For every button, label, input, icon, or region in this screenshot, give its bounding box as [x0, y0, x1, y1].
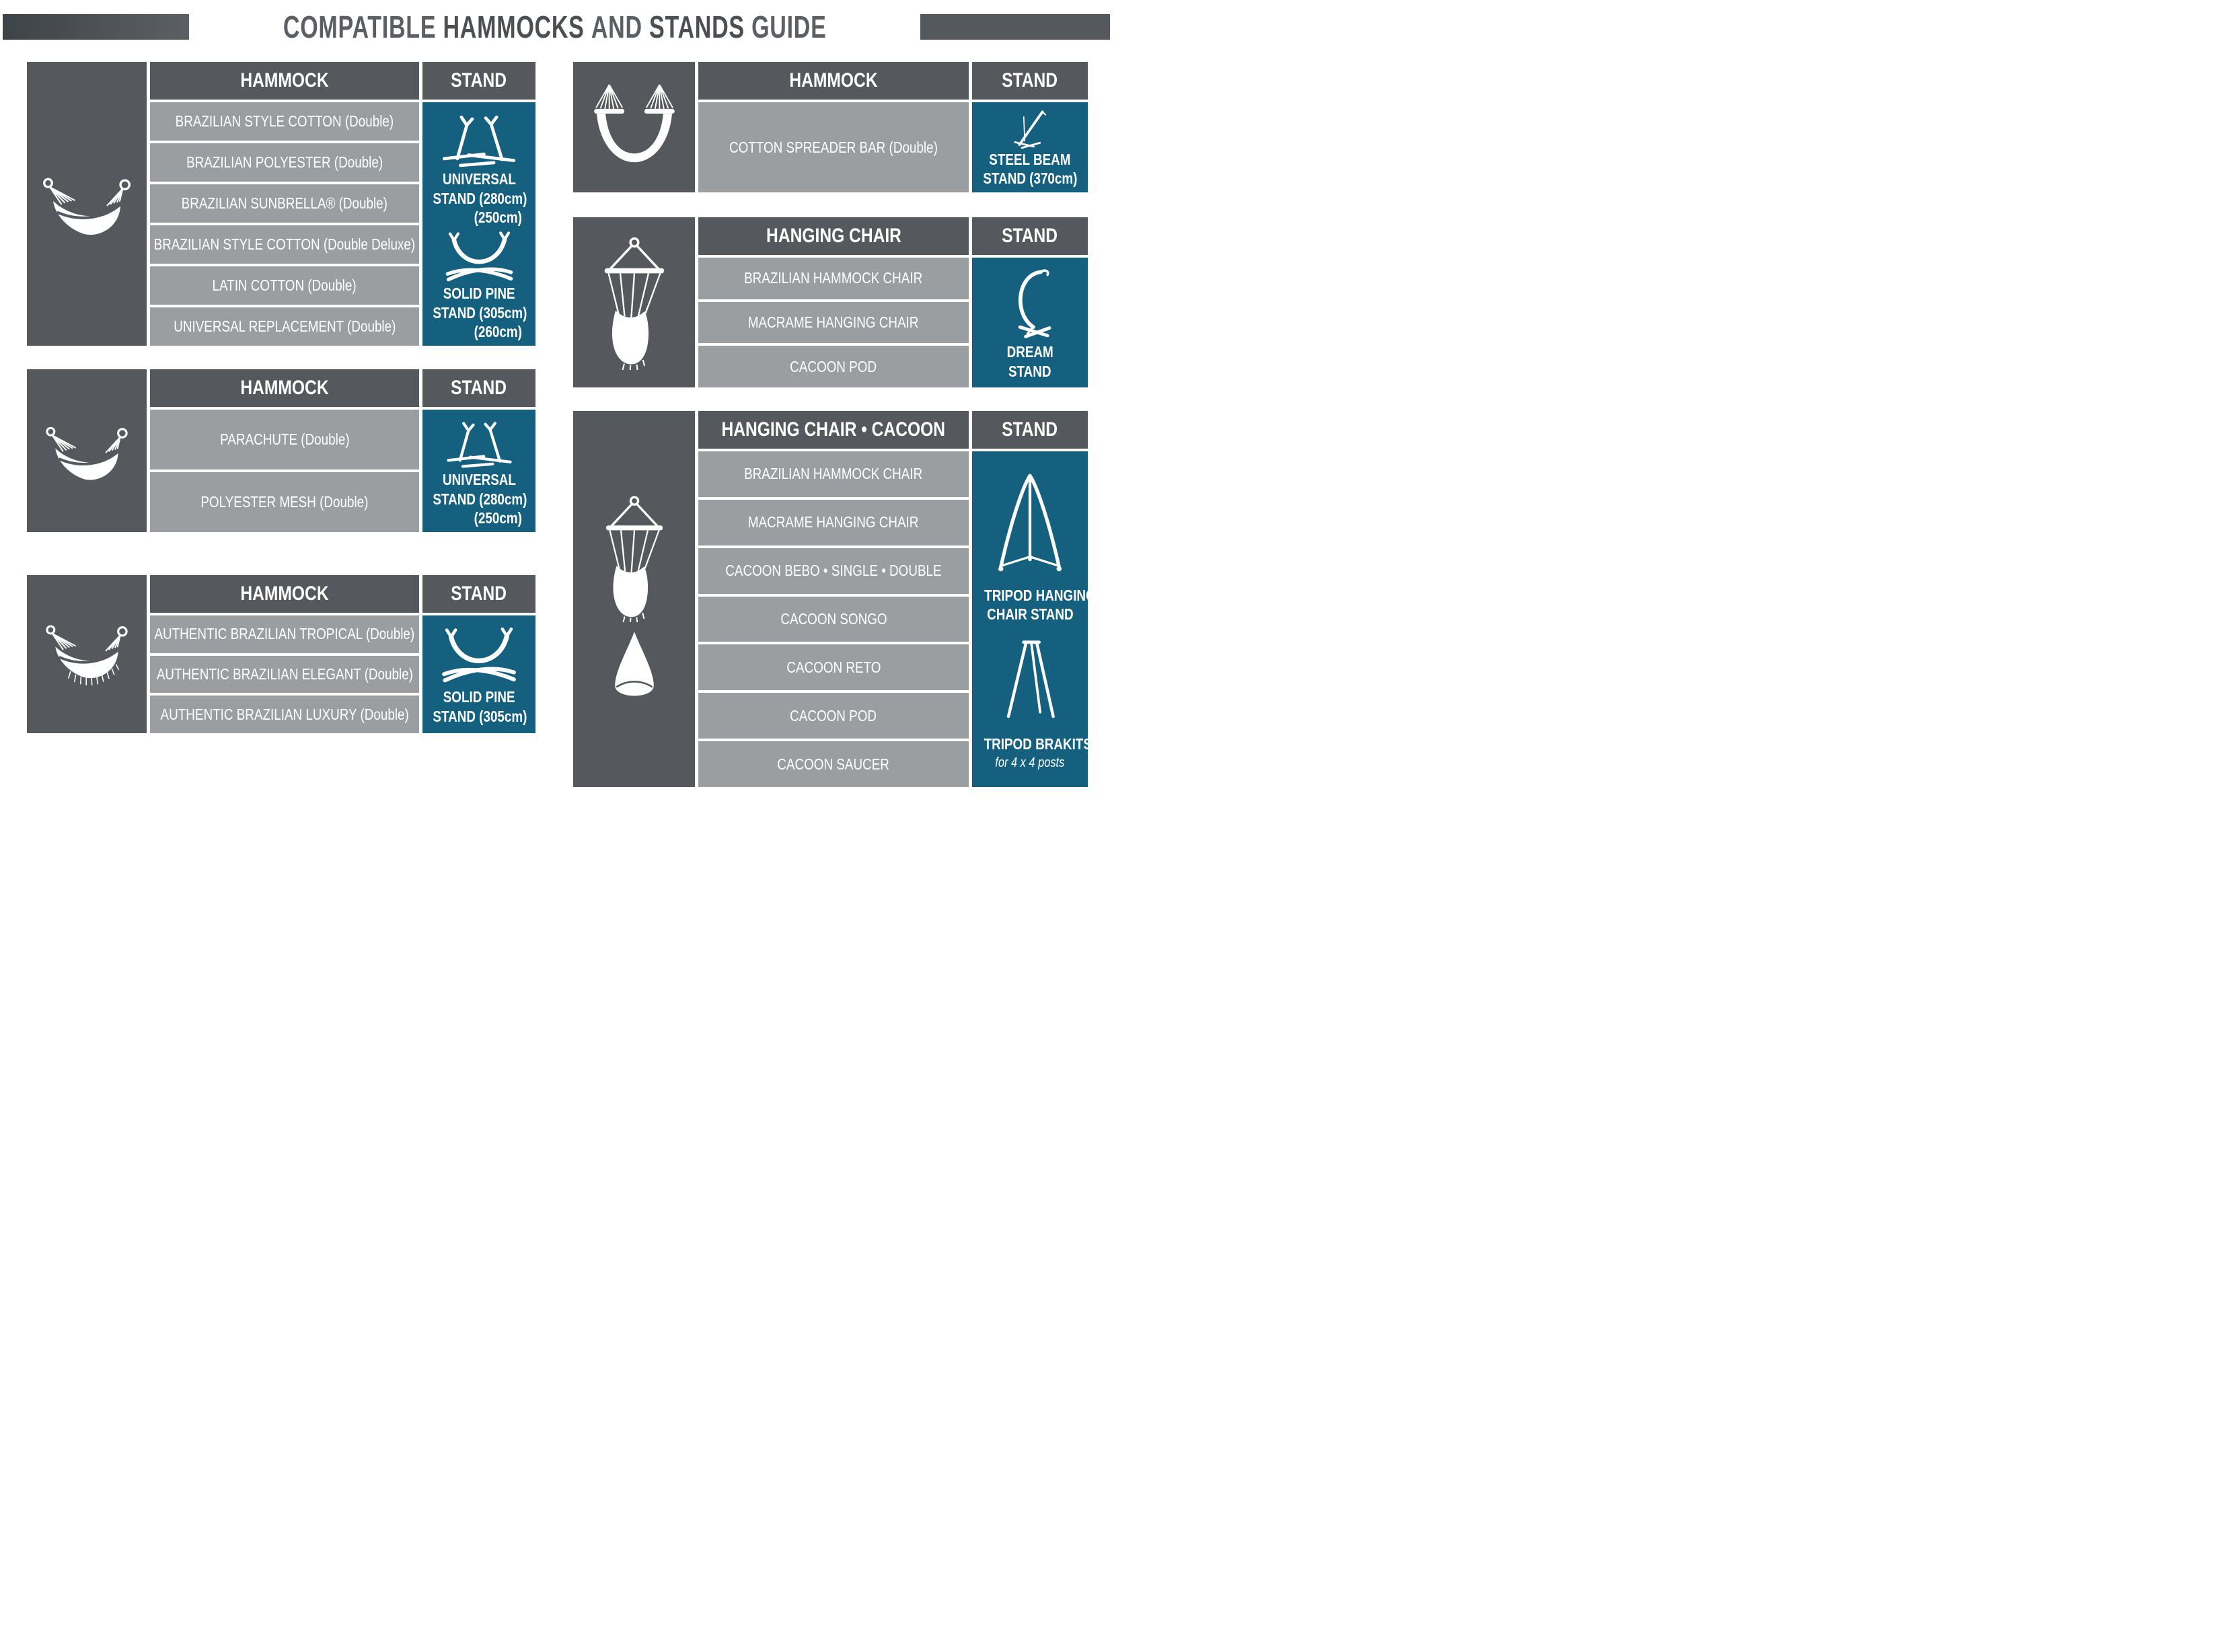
table-sidebar	[573, 62, 695, 192]
stand-column-header: STAND	[422, 575, 535, 613]
solid-pine-stand-icon	[429, 623, 529, 685]
table-row: UNIVERSAL REPLACEMENT (Double)	[150, 307, 419, 346]
title-word: AND	[591, 9, 642, 44]
stand-label: UNIVERSAL STAND (280cm) (250cm)	[433, 470, 527, 527]
hanging-chair-column-header: HANGING CHAIR	[698, 217, 969, 255]
stand-label: DREAM STAND	[1006, 343, 1053, 380]
hammock-icon	[40, 411, 134, 491]
universal-stand-icon	[429, 106, 529, 170]
table-parachute-hammocks	[27, 369, 535, 532]
stand-column-header: STAND	[422, 369, 535, 407]
table-row: BRAZILIAN STYLE COTTON (Double)	[150, 102, 419, 141]
stand-column-header: STAND	[972, 411, 1088, 449]
title-word: STANDS	[649, 9, 745, 44]
stand-cell	[422, 410, 535, 532]
table-row: CACOON SAUCER	[698, 741, 969, 787]
solid-pine-stand-icon	[427, 227, 531, 284]
page-title	[189, 5, 920, 48]
fringed-hammock-icon	[40, 612, 134, 697]
table-hanging-chairs	[573, 217, 1088, 387]
table-row: BRAZILIAN HAMMOCK CHAIR	[698, 258, 969, 299]
title-bar-right	[920, 14, 1110, 40]
table-row: LATIN COTTON (Double)	[150, 266, 419, 305]
stand-label: UNIVERSAL STAND (280cm) (250cm)	[433, 170, 527, 227]
table-sidebar	[27, 62, 147, 346]
table-row: MACRAME HANGING CHAIR	[698, 500, 969, 546]
table-sidebar	[27, 369, 147, 532]
spreader-bar-hammock-icon	[587, 80, 681, 174]
stand-label: SOLID PINE STAND (305cm) (260cm)	[433, 284, 527, 341]
table-sidebar	[573, 217, 695, 387]
hanging-chair-icon	[593, 494, 675, 622]
stand-cell	[972, 451, 1096, 787]
table-row: CACOON POD	[698, 693, 969, 739]
stand-cell	[422, 615, 535, 733]
table-row: CACOON SONGO	[698, 597, 969, 642]
table-row: CACOON BEBO • SINGLE • DOUBLE	[698, 548, 969, 594]
table-row: AUTHENTIC BRAZILIAN LUXURY (Double)	[150, 696, 419, 733]
title-word: COMPATIBLE	[283, 9, 437, 44]
stand-column-header	[422, 62, 535, 100]
table-row: BRAZILIAN HAMMOCK CHAIR	[698, 451, 969, 497]
hammock-stand-guide-page	[0, 0, 1110, 826]
header-label: STAND	[451, 69, 507, 91]
table-hanging-chair-cacoon	[573, 411, 1096, 787]
table-authentic-brazilian-hammocks	[27, 575, 535, 733]
steel-beam-stand-icon	[998, 106, 1062, 150]
hammock-column-header: HAMMOCK	[698, 62, 969, 100]
table-row: AUTHENTIC BRAZILIAN ELEGANT (Double)	[150, 656, 419, 693]
table-row: CACOON RETO	[698, 644, 969, 690]
stand-cell	[972, 258, 1088, 387]
universal-stand-icon	[431, 414, 528, 470]
tripod-brakits-icon	[992, 636, 1069, 723]
title-bar-left	[3, 14, 189, 40]
dream-stand-icon	[1004, 264, 1056, 340]
table-row: BRAZILIAN STYLE COTTON (Double Deluxe)	[150, 225, 419, 264]
header-label: HAMMOCK	[240, 69, 329, 91]
hanging-chair-icon	[591, 235, 677, 370]
stand-column-header: STAND	[972, 62, 1088, 100]
table-sidebar	[27, 575, 147, 733]
title-word: GUIDE	[751, 9, 827, 44]
hammock-icon	[36, 161, 137, 247]
hammock-column-header: HAMMOCK	[150, 575, 419, 613]
stand-cell	[972, 102, 1088, 192]
table-row: CACOON POD	[698, 346, 969, 387]
table-row: AUTHENTIC BRAZILIAN TROPICAL (Double)	[150, 615, 419, 653]
table-row: MACRAME HANGING CHAIR	[698, 302, 969, 344]
stand-label: STEEL BEAM STAND (370cm)	[982, 150, 1078, 188]
table-row: PARACHUTE (Double)	[150, 410, 419, 470]
table-sidebar	[573, 411, 695, 787]
title-word: HAMMOCKS	[443, 9, 585, 44]
hanging-chair-cacoon-column-header: HANGING CHAIR • CACOON	[698, 411, 969, 449]
table-brazilian-hammocks	[27, 62, 535, 346]
table-row: BRAZILIAN POLYESTER (Double)	[150, 143, 419, 182]
hammock-column-header	[150, 62, 419, 100]
stand-label: TRIPOD HANGING CHAIR STAND	[984, 586, 1096, 624]
table-row: BRAZILIAN SUNBRELLA® (Double)	[150, 184, 419, 223]
cacoon-icon	[602, 629, 667, 704]
stand-label: TRIPOD BRAKITS for 4 x 4 posts	[972, 735, 1088, 772]
tripod-hanging-chair-stand-icon	[986, 467, 1074, 574]
hammock-column-header: HAMMOCK	[150, 369, 419, 407]
stand-cell	[422, 102, 535, 346]
stand-column-header: STAND	[972, 217, 1088, 255]
table-row: POLYESTER MESH (Double)	[150, 472, 419, 532]
stand-note: for 4 x 4 posts	[995, 755, 1065, 771]
table-spreader-bar-hammock	[573, 62, 1088, 192]
table-row: COTTON SPREADER BAR (Double)	[698, 102, 969, 192]
stand-label: SOLID PINE STAND (305cm)	[433, 688, 527, 725]
